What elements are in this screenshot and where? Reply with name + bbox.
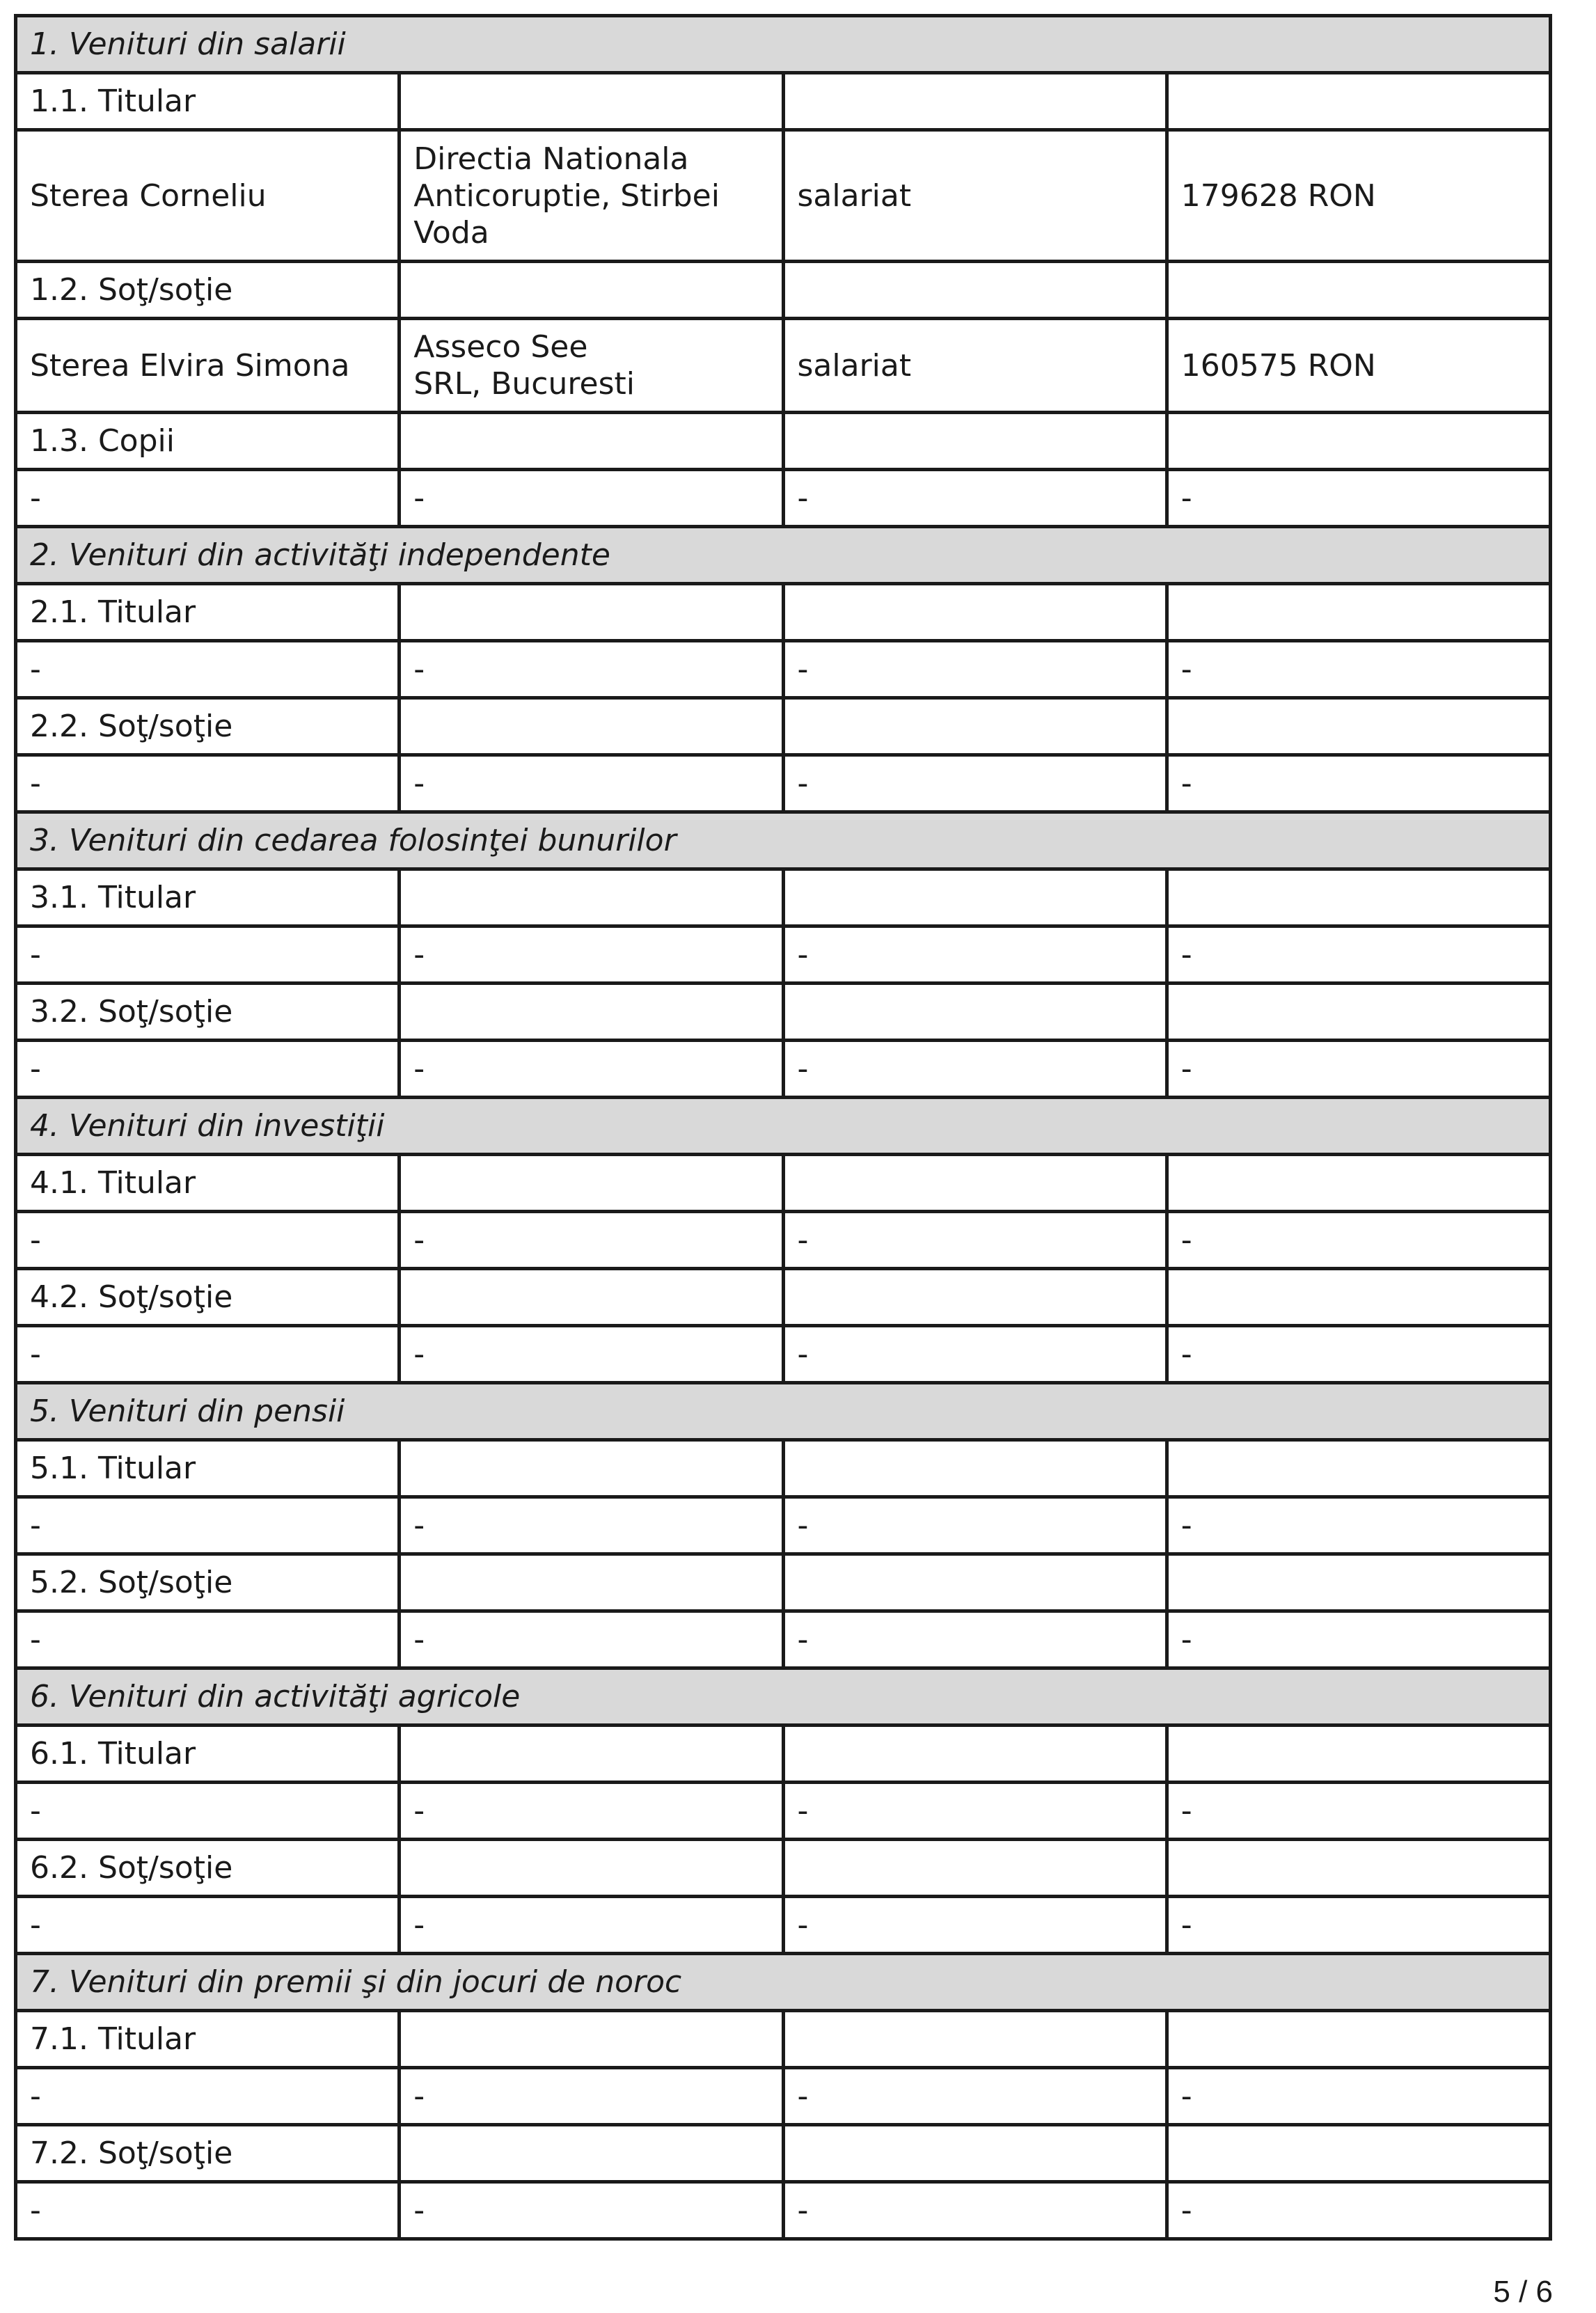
section-title: 1. Venituri din salarii — [16, 16, 1551, 73]
empty-cell — [1167, 698, 1550, 755]
empty-cell — [1167, 584, 1550, 641]
empty-cell — [783, 984, 1167, 1041]
service-cell: - — [783, 1897, 1167, 1954]
group-label-row — [16, 1155, 1551, 1212]
section-header-row — [16, 1954, 1551, 2011]
employer-cell: - — [400, 2068, 783, 2125]
table-row — [16, 2182, 1551, 2239]
person-name-cell: - — [16, 1041, 400, 1098]
empty-cell — [400, 1726, 783, 1783]
table-row — [16, 1611, 1551, 1668]
group-label: 3.1. Titular — [16, 869, 400, 926]
empty-cell — [783, 1269, 1167, 1326]
section-title: 3. Venituri din cedarea folosinţei bunurilor — [16, 812, 1551, 869]
table-row — [16, 1497, 1551, 1554]
empty-cell — [400, 2011, 783, 2068]
group-label: 3.2. Soţ/soţie — [16, 984, 400, 1041]
empty-cell — [783, 698, 1167, 755]
table-row — [16, 1212, 1551, 1269]
table-row — [16, 1041, 1551, 1098]
group-label: 4.1. Titular — [16, 1155, 400, 1212]
group-label: 2.2. Soţ/soţie — [16, 698, 400, 755]
section-title: 5. Venituri din pensii — [16, 1383, 1551, 1440]
group-label: 1.1. Titular — [16, 73, 400, 130]
person-name-cell: - — [16, 1212, 400, 1269]
empty-cell — [1167, 2011, 1550, 2068]
empty-cell — [1167, 413, 1550, 470]
section-header-row — [16, 1668, 1551, 1726]
section-header-row — [16, 1383, 1551, 1440]
group-label-row — [16, 73, 1551, 130]
group-label: 6.1. Titular — [16, 1726, 400, 1783]
income-amount-cell: - — [1167, 470, 1550, 527]
table-row — [16, 1897, 1551, 1954]
group-label: 1.3. Copii — [16, 413, 400, 470]
group-label: 7.1. Titular — [16, 2011, 400, 2068]
employer-cell: - — [400, 755, 783, 812]
employer-cell: - — [400, 1326, 783, 1383]
empty-cell — [1167, 1269, 1550, 1326]
table-row — [16, 1783, 1551, 1840]
empty-cell — [783, 413, 1167, 470]
service-cell: - — [783, 2068, 1167, 2125]
empty-cell — [1167, 2125, 1550, 2182]
person-name-cell: - — [16, 641, 400, 698]
service-cell: - — [783, 1611, 1167, 1668]
section-header-row — [16, 1098, 1551, 1155]
income-amount-cell: 179628 RON — [1167, 130, 1550, 262]
table-row — [16, 755, 1551, 812]
group-label-row — [16, 584, 1551, 641]
service-cell: - — [783, 2182, 1167, 2239]
income-amount-cell: - — [1167, 1783, 1550, 1840]
service-cell: - — [783, 1497, 1167, 1554]
income-amount-cell: - — [1167, 926, 1550, 984]
person-name-cell: - — [16, 755, 400, 812]
person-name-cell: - — [16, 1497, 400, 1554]
table-row — [16, 1326, 1551, 1383]
employer-cell: - — [400, 1497, 783, 1554]
group-label-row — [16, 2011, 1551, 2068]
group-label: 4.2. Soţ/soţie — [16, 1269, 400, 1326]
income-amount-cell: - — [1167, 1497, 1550, 1554]
empty-cell — [400, 1269, 783, 1326]
employer-cell: - — [400, 1897, 783, 1954]
employer-cell: - — [400, 1783, 783, 1840]
empty-cell — [400, 1155, 783, 1212]
empty-cell — [400, 1440, 783, 1497]
income-amount-cell: - — [1167, 1611, 1550, 1668]
service-cell: - — [783, 1041, 1167, 1098]
income-amount-cell: - — [1167, 2182, 1550, 2239]
empty-cell — [783, 869, 1167, 926]
section-title: 2. Venituri din activităţi independente — [16, 527, 1551, 584]
empty-cell — [1167, 869, 1550, 926]
empty-cell — [400, 984, 783, 1041]
employer-cell: - — [400, 1611, 783, 1668]
employer-cell: - — [400, 470, 783, 527]
section-title: 7. Venituri din premii şi din jocuri de noroc — [16, 1954, 1551, 2011]
person-name-cell: - — [16, 470, 400, 527]
section-title: 4. Venituri din investiţii — [16, 1098, 1551, 1155]
empty-cell — [1167, 1726, 1550, 1783]
income-amount-cell: - — [1167, 2068, 1550, 2125]
empty-cell — [1167, 1155, 1550, 1212]
income-amount-cell: - — [1167, 1897, 1550, 1954]
empty-cell — [1167, 262, 1550, 319]
person-name-cell: - — [16, 1326, 400, 1383]
employer-cell: Asseco See SRL, Bucuresti — [400, 319, 783, 413]
group-label: 5.1. Titular — [16, 1440, 400, 1497]
page-number: 5 / 6 — [1493, 2275, 1553, 2309]
service-cell: salariat — [783, 130, 1167, 262]
empty-cell — [400, 698, 783, 755]
income-amount-cell: - — [1167, 1041, 1550, 1098]
empty-cell — [1167, 1840, 1550, 1897]
group-label: 7.2. Soţ/soţie — [16, 2125, 400, 2182]
empty-cell — [783, 1554, 1167, 1611]
group-label-row — [16, 1726, 1551, 1783]
empty-cell — [400, 1554, 783, 1611]
section-header-row — [16, 812, 1551, 869]
service-cell: - — [783, 641, 1167, 698]
service-cell: salariat — [783, 319, 1167, 413]
person-name-cell: - — [16, 1611, 400, 1668]
group-label: 2.1. Titular — [16, 584, 400, 641]
table-row — [16, 2068, 1551, 2125]
empty-cell — [400, 262, 783, 319]
empty-cell — [400, 413, 783, 470]
service-cell: - — [783, 1326, 1167, 1383]
empty-cell — [783, 262, 1167, 319]
table-row — [16, 130, 1551, 262]
empty-cell — [783, 1840, 1167, 1897]
service-cell: - — [783, 755, 1167, 812]
income-table — [14, 14, 1552, 2241]
group-label-row — [16, 413, 1551, 470]
empty-cell — [783, 1726, 1167, 1783]
income-amount-cell: 160575 RON — [1167, 319, 1550, 413]
section-header-row — [16, 527, 1551, 584]
income-amount-cell: - — [1167, 1212, 1550, 1269]
service-cell: - — [783, 1783, 1167, 1840]
group-label-row — [16, 698, 1551, 755]
income-amount-cell: - — [1167, 755, 1550, 812]
empty-cell — [783, 1155, 1167, 1212]
service-cell: - — [783, 470, 1167, 527]
group-label-row — [16, 262, 1551, 319]
group-label-row — [16, 1554, 1551, 1611]
group-label: 6.2. Soţ/soţie — [16, 1840, 400, 1897]
group-label-row — [16, 1840, 1551, 1897]
person-name-cell: - — [16, 926, 400, 984]
empty-cell — [1167, 984, 1550, 1041]
group-label-row — [16, 869, 1551, 926]
employer-cell: - — [400, 1041, 783, 1098]
empty-cell — [783, 584, 1167, 641]
section-title: 6. Venituri din activităţi agricole — [16, 1668, 1551, 1726]
group-label-row — [16, 1269, 1551, 1326]
income-amount-cell: - — [1167, 1326, 1550, 1383]
empty-cell — [1167, 73, 1550, 130]
employer-cell: - — [400, 1212, 783, 1269]
service-cell: - — [783, 926, 1167, 984]
group-label-row — [16, 1440, 1551, 1497]
person-name-cell: Sterea Elvira Simona — [16, 319, 400, 413]
group-label: 5.2. Soţ/soţie — [16, 1554, 400, 1611]
person-name-cell: - — [16, 1783, 400, 1840]
income-amount-cell: - — [1167, 641, 1550, 698]
service-cell: - — [783, 1212, 1167, 1269]
empty-cell — [1167, 1440, 1550, 1497]
person-name-cell: Sterea Corneliu — [16, 130, 400, 262]
table-row — [16, 926, 1551, 984]
person-name-cell: - — [16, 2182, 400, 2239]
person-name-cell: - — [16, 2068, 400, 2125]
income-table-body — [16, 16, 1551, 2239]
empty-cell — [400, 2125, 783, 2182]
table-row — [16, 470, 1551, 527]
employer-cell: Directia Nationala Anticoruptie, Stirbei Voda — [400, 130, 783, 262]
empty-cell — [400, 73, 783, 130]
table-row — [16, 641, 1551, 698]
employer-cell: - — [400, 2182, 783, 2239]
empty-cell — [400, 584, 783, 641]
group-label: 1.2. Soţ/soţie — [16, 262, 400, 319]
person-name-cell: - — [16, 1897, 400, 1954]
employer-cell: - — [400, 641, 783, 698]
section-header-row — [16, 16, 1551, 73]
empty-cell — [400, 1840, 783, 1897]
empty-cell — [783, 73, 1167, 130]
empty-cell — [400, 869, 783, 926]
empty-cell — [783, 2011, 1167, 2068]
employer-cell: - — [400, 926, 783, 984]
group-label-row — [16, 984, 1551, 1041]
empty-cell — [1167, 1554, 1550, 1611]
group-label-row — [16, 2125, 1551, 2182]
empty-cell — [783, 1440, 1167, 1497]
empty-cell — [783, 2125, 1167, 2182]
table-row — [16, 319, 1551, 413]
